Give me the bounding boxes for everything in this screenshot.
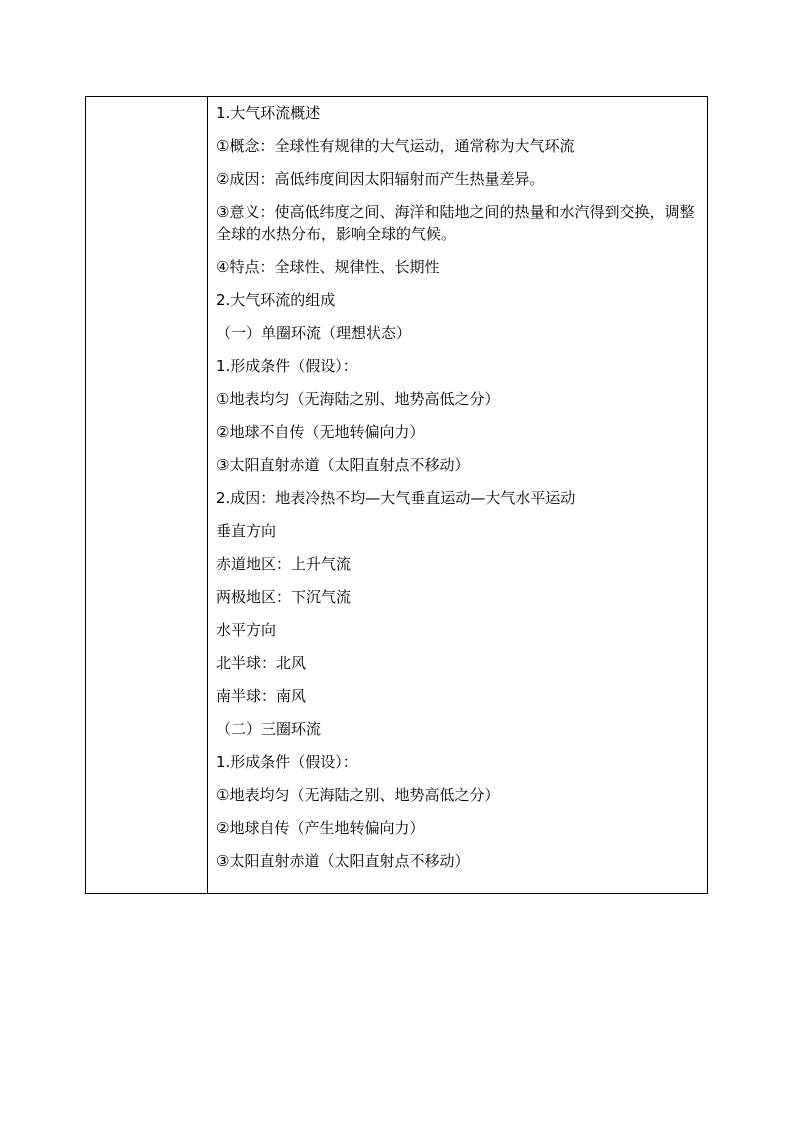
text-line: ④特点：全球性、规律性、长期性 bbox=[216, 258, 440, 276]
text-line: ③太阳直射赤道（太阳直射点不移动） bbox=[216, 456, 470, 474]
text-line: 2.大气环流的组成 bbox=[216, 291, 336, 309]
text-line: ①概念：全球性有规律的大气运动，通常称为大气环流 bbox=[216, 137, 575, 155]
text-line: 北半球：北风 bbox=[216, 654, 307, 672]
text-line: ③意义：使高低纬度之间、海洋和陆地之间的热量和水汽得到交换，调整全球的水热分布，影响全球的气候。 bbox=[216, 203, 695, 243]
text-line: ②地球不自传（无地转偏向力） bbox=[216, 423, 425, 441]
text-line: 1.形成条件（假设）： bbox=[216, 357, 358, 375]
text-line: ①地表均匀（无海陆之别、地势高低之分） bbox=[216, 390, 500, 408]
text-line: 南半球：南风 bbox=[216, 687, 307, 705]
text-line: ②成因：高低纬度间因太阳辐射而产生热量差异。 bbox=[216, 170, 545, 188]
content-table bbox=[85, 96, 708, 894]
text-line: 2.成因：地表冷热不均—大气垂直运动—大气水平运动 bbox=[216, 489, 576, 507]
text-line: 水平方向 bbox=[216, 621, 277, 639]
text-line: ③太阳直射赤道（太阳直射点不移动） bbox=[216, 852, 470, 870]
table-right-cell bbox=[208, 97, 707, 893]
text-line: 赤道地区：上升气流 bbox=[216, 555, 352, 573]
text-line: ②地球自传（产生地转偏向力） bbox=[216, 819, 425, 837]
text-line: 1.大气环流概述 bbox=[216, 104, 321, 122]
text-line: （一）单圈环流（理想状态） bbox=[216, 324, 412, 342]
text-line: 垂直方向 bbox=[216, 522, 277, 540]
text-line: ①地表均匀（无海陆之别、地势高低之分） bbox=[216, 786, 500, 804]
text-line: （二）三圈环流 bbox=[216, 720, 322, 738]
table-left-cell bbox=[86, 97, 208, 893]
text-line: 两极地区：下沉气流 bbox=[216, 588, 352, 606]
text-line: 1.形成条件（假设）： bbox=[216, 753, 358, 771]
